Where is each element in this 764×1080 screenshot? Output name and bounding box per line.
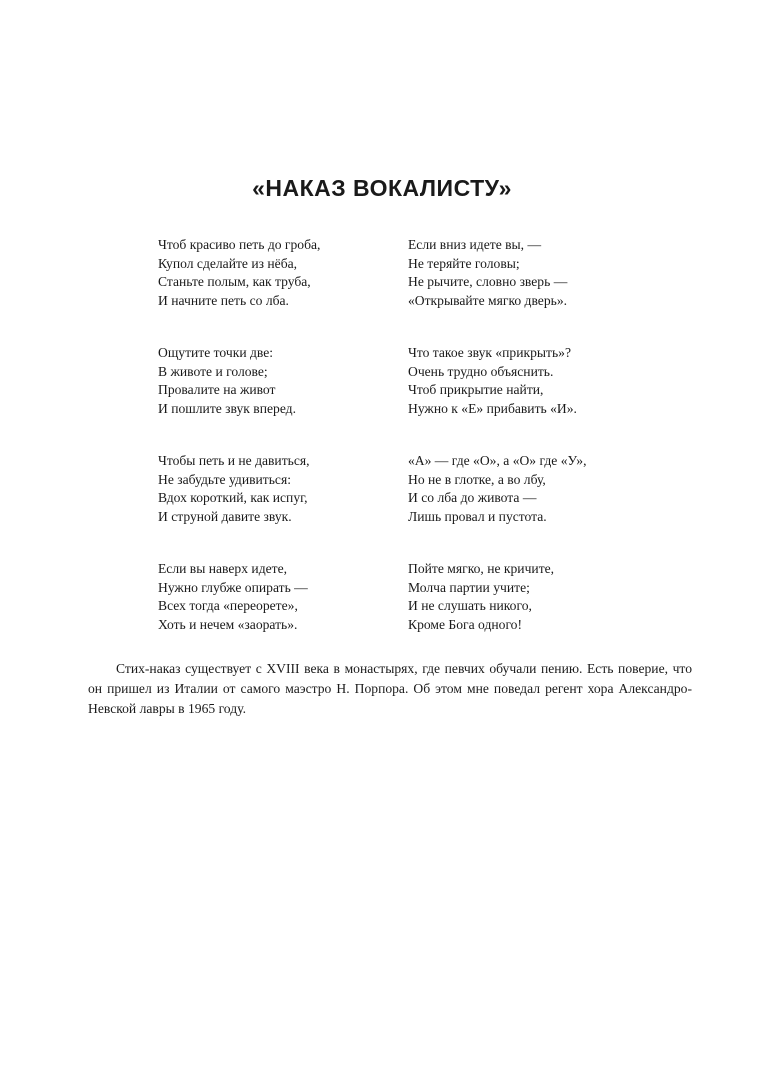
poem-line: Не забудьте удивиться:: [158, 471, 291, 487]
poem-line: И струной давите звук.: [158, 508, 292, 524]
poem-line: Станьте полым, как труба,: [158, 274, 311, 289]
poem-line: Чтоб прикрытие найти,: [408, 382, 544, 397]
poem-line: Ощутите точки две:: [158, 345, 274, 360]
poem-line: Нужно глубже опирать —: [158, 579, 308, 595]
poem-line: Не рычите, словно зверь —: [408, 274, 568, 289]
stanza-1: [158, 236, 408, 310]
poem-line: Очень трудно объяснить.: [408, 363, 554, 379]
poem-line: Но не в глотке, а во лбу,: [408, 471, 546, 487]
poem-line: «А» — где «О», а «О» где «У»,: [408, 453, 587, 468]
poem-line: Чтоб красиво петь до гроба,: [158, 237, 321, 252]
poem-line: И не слушать никого,: [408, 598, 532, 613]
poem-line: Хоть и нечем «заорать».: [158, 616, 298, 632]
stanza-6: [408, 452, 638, 526]
poem-line: И начните петь со лба.: [158, 292, 289, 308]
poem-line: Чтобы петь и не давиться,: [158, 453, 310, 468]
poem-line: Если вниз идете вы, —: [408, 237, 542, 252]
poem-line: В животе и голове;: [158, 363, 268, 379]
page-title: «НАКАЗ ВОКАЛИСТУ»: [252, 175, 512, 201]
poem-line: И со лба до живота —: [408, 490, 537, 505]
poem-line: Нужно к «Е» прибавить «И».: [408, 400, 577, 416]
stanza-row-3: [158, 452, 638, 526]
stanza-2: [408, 236, 638, 310]
stanza-8: [408, 560, 638, 634]
footnote-paragraph: Стих-наказ существует с XVIII века в монастырях, где певчих обучали пению. Есть поверие, что он пришел из Италии от самого маэстро Н. Порпора. Об этом мне поведал регент хора Александро-Невской лавры в 1965 году.: [88, 661, 692, 716]
poem-line: Что такое звук «прикрыть»?: [408, 345, 572, 360]
poem-line: Лишь провал и пустота.: [408, 508, 547, 524]
stanza-5: [158, 452, 408, 526]
stanza-row-4: [158, 560, 638, 634]
stanza-row-2: [158, 344, 638, 418]
poem-line: Пойте мягко, не кричите,: [408, 561, 555, 576]
poem-line: Молча партии учите;: [408, 579, 530, 595]
poem-line: Если вы наверх идете,: [158, 561, 288, 576]
stanza-3: [158, 344, 408, 418]
poem-line: И пошлите звук вперед.: [158, 400, 297, 416]
stanza-7: [158, 560, 408, 634]
poem-line: Не теряйте головы;: [408, 255, 520, 271]
poem: [158, 236, 638, 668]
stanza-4: [408, 344, 638, 418]
poem-line: «Открывайте мягко дверь».: [408, 292, 568, 308]
poem-line: Купол сделайте из нёба,: [158, 255, 298, 271]
poem-line: Всех тогда «переорете»,: [158, 598, 298, 613]
poem-line: Вдох короткий, как испуг,: [158, 490, 308, 505]
poem-line: Кроме Бога одного!: [408, 616, 522, 632]
stanza-row-1: [158, 236, 638, 310]
poem-line: Провалите на живот: [158, 382, 276, 397]
